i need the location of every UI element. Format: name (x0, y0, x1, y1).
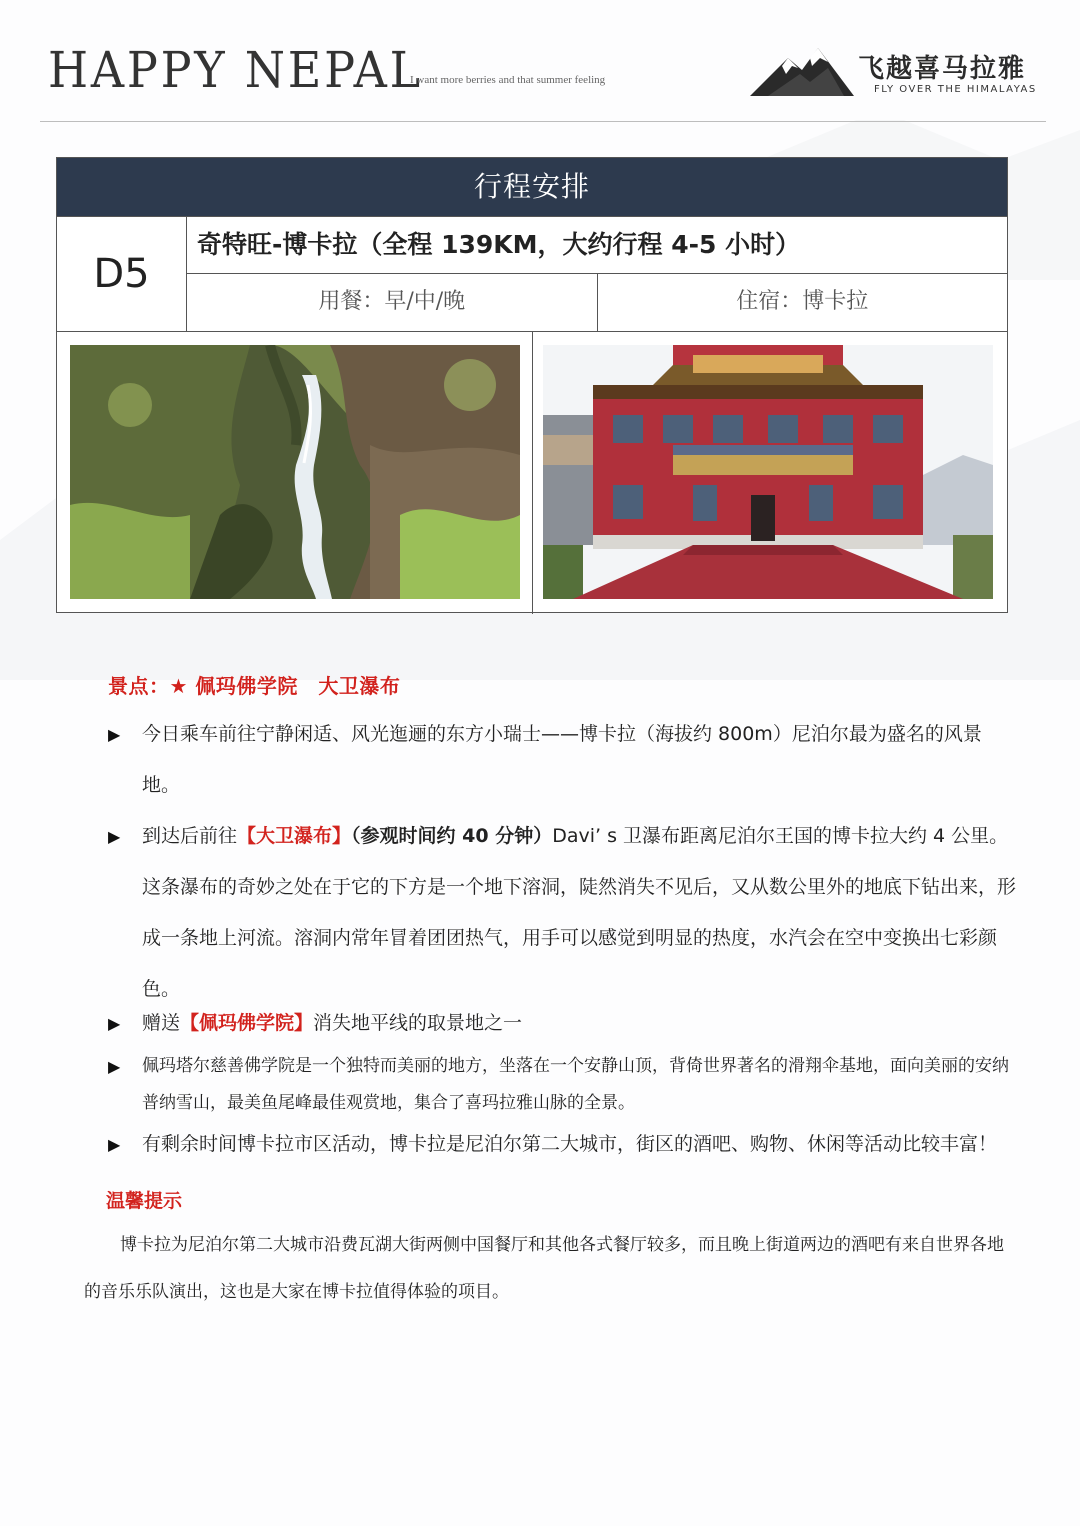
monastery-photo (543, 345, 993, 599)
bullet-item-5 (108, 1124, 1018, 1165)
day-number: D5 (57, 217, 187, 331)
brand-title: HAPPY NEPAL (48, 41, 423, 99)
sights-heading: 景点：★ 佩玛佛学院 大卫瀑布 (108, 674, 401, 698)
bullet-item-1 (108, 709, 1018, 811)
itinerary-table (56, 157, 1008, 613)
bullet-arrow-icon: ▶ (108, 725, 121, 744)
tips-heading: 温馨提示 (106, 1190, 183, 1212)
waterfall-photo (70, 345, 520, 599)
meals-info: 用餐：早/中/晚 (187, 274, 598, 331)
highlight-pema-monastery: 【佩玛佛学院】 (180, 1012, 314, 1034)
bullet-text: 今日乘车前往宁静闲适、风光迤逦的东方小瑞士——博卡拉（海拔约 800m）尼泊尔最为盛名的风景地。 (142, 723, 982, 796)
bullet-text: 有剩余时间博卡拉市区活动，博卡拉是尼泊尔第二大城市，街区的酒吧、购物、休闲等活动比较丰富！ (142, 1133, 998, 1155)
bullet-item-4 (108, 1048, 1018, 1122)
meal-stay-row (187, 274, 1007, 331)
photo-row (57, 331, 1007, 614)
mountain-logo-icon (748, 44, 856, 98)
bullet-text-body: 消失地平线的取景地之一 (313, 1012, 523, 1034)
bullet-arrow-icon: ▶ (108, 1057, 121, 1076)
bullet-text-lead: 赠送 (142, 1012, 181, 1034)
itinerary-title: 行程安排 (57, 158, 1007, 216)
bullet-arrow-icon: ▶ (108, 827, 121, 846)
photo-cell-left (57, 332, 533, 614)
bullet-text: 佩玛塔尔慈善佛学院是一个独特而美丽的地方，坐落在一个安静山顶，背倚世界著名的滑翔伞基地，面向美丽的安纳普纳雪山，最美鱼尾峰最佳观赏地，集合了喜玛拉雅山脉的全景。 (142, 1056, 1009, 1113)
highlight-david-falls: 【大卫瀑布】 (237, 825, 352, 847)
logo-english-name: FLY OVER THE HIMALAYAS (874, 84, 1037, 95)
day-info-row (57, 216, 1007, 331)
logo-chinese-name: 飞越喜马拉雅 (858, 54, 1027, 84)
bullet-arrow-icon: ▶ (108, 1014, 121, 1033)
bullet-text (142, 1003, 1018, 1044)
accommodation-info: 住宿：博卡拉 (736, 289, 869, 314)
bullet-item-3 (108, 1003, 1018, 1044)
bullet-text-body: Davi’ s 卫瀑布距离尼泊尔王国的博卡拉大约 4 公里。这条瀑布的奇妙之处在于它的下方是一个地下溶洞，陡然消失不见后，又从数公里外的地底下钻出来，形成一条地上河流。溶洞内常年冒着团团热气，用手可以感觉到明显的热度，水汽会在空中变换出七彩颜色。 (142, 825, 1017, 1000)
visit-duration: （参观时间约 40 分钟） (351, 825, 553, 847)
header-divider (40, 121, 1046, 122)
bullet-item-2 (108, 811, 1018, 1015)
bullet-text (142, 811, 1018, 1015)
tips-body: 博卡拉为尼泊尔第二大城市沿费瓦湖大街两侧中国餐厅和其他各式餐厅较多，而且晚上街道两边的酒吧有来自世界各地的音乐乐队演出，这也是大家在博卡拉值得体验的项目。 (84, 1235, 1004, 1302)
day-route: 奇特旺-博卡拉（全程 139KM，大约行程 4-5 小时） (187, 217, 1007, 274)
day-details (187, 217, 1007, 331)
photo-cell-right (533, 332, 1008, 614)
bullet-arrow-icon: ▶ (108, 1135, 121, 1154)
bullet-text-lead: 到达后前往 (142, 825, 238, 847)
brand-slogan: I want more berries and that summer feeling (410, 74, 606, 86)
